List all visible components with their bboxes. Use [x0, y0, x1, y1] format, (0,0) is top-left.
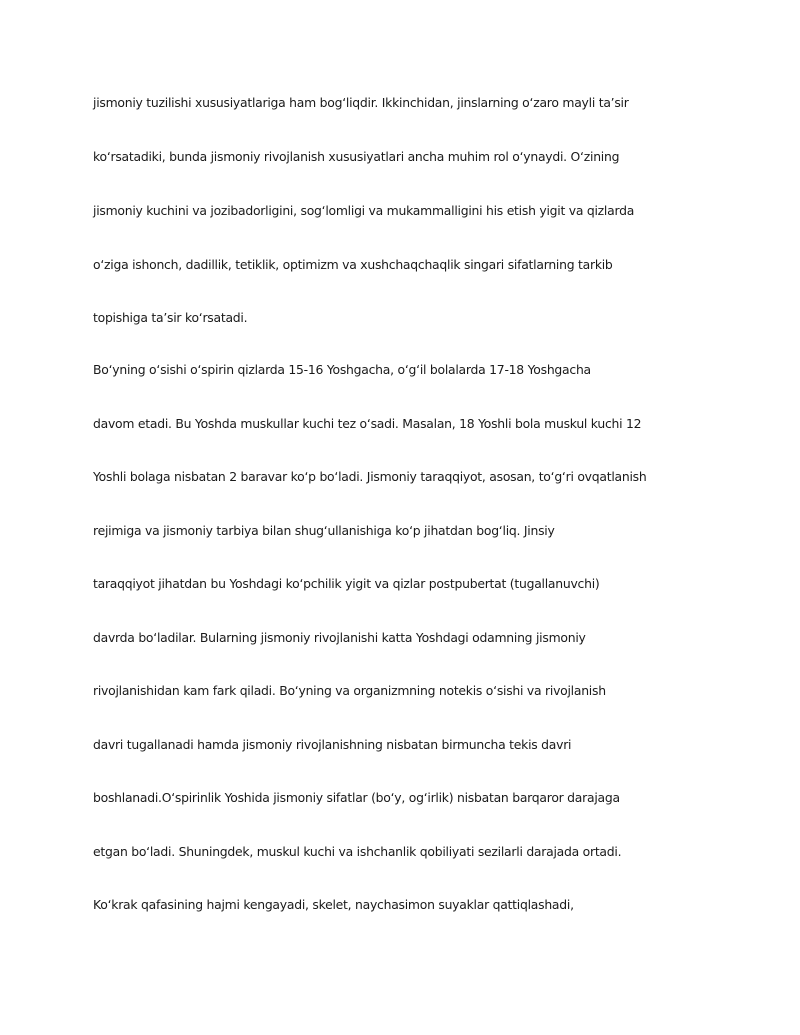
text-line-4: o‘ziga ishonch, dadillik, tetiklik, optimizm va xushchaqchaqlik singari sifatlarning tarkib	[93, 257, 613, 272]
text-line-9: rejimiga va jismoniy tarbiya bilan shug‘ullanishiga ko‘p jihatdan bog‘liq. Jinsiy	[93, 523, 555, 538]
text-line-12: rivojlanishidan kam fark qiladi. Bo‘yning va organizmning notekis o‘sishi va rivojlanish	[93, 683, 606, 698]
text-line-16: Ko‘krak qafasining hajmi kengayadi, skelet, naychasimon suyaklar qattiqlashadi,	[93, 897, 574, 912]
text-line-1: jismoniy tuzilishi xususiyatlariga ham bog‘liqdir. Ikkinchidan, jinslarning o‘zaro mayli ta’sir	[93, 95, 629, 110]
text-line-13: davri tugallanadi hamda jismoniy rivojlanishning nisbatan birmuncha tekis davri	[93, 737, 572, 752]
text-line-10: taraqqiyot jihatdan bu Yoshdagi ko‘pchilik yigit va qizlar postpubertat (tugallanuvchi)	[93, 576, 600, 591]
text-line-3: jismoniy kuchini va jozibadorligini, sog‘lomligi va mukammalligini his etish yigit va qizlarda	[93, 203, 635, 218]
text-line-6: Bo‘yning o‘sishi o‘spirin qizlarda 15-16 Yoshgacha, o‘g‘il bolalarda 17-18 Yoshgacha	[93, 362, 591, 377]
text-line-7: davom etadi. Bu Yoshda muskullar kuchi tez o‘sadi. Masalan, 18 Yoshli bola muskul kuchi 12	[93, 416, 642, 431]
text-line-5: topishiga ta’sir ko‘rsatadi.	[93, 310, 248, 325]
text-line-8: Yoshli bolaga nisbatan 2 baravar ko‘p bo‘ladi. Jismoniy taraqqiyot, asosan, to‘g‘ri ovqatlanish	[93, 469, 647, 484]
text-line-14: boshlanadi.O‘spirinlik Yoshida jismoniy sifatlar (bo‘y, og‘irlik) nisbatan barqaror darajaga	[93, 790, 620, 805]
text-line-2: ko‘rsatadiki, bunda jismoniy rivojlanish xususiyatlari ancha muhim rol o‘ynaydi. O‘zining	[93, 149, 620, 164]
text-line-11: davrda bo‘ladilar. Bularning jismoniy rivojlanishi katta Yoshdagi odamning jismoniy	[93, 630, 586, 645]
text-line-15: etgan bo‘ladi. Shuningdek, muskul kuchi va ishchanlik qobiliyati sezilarli darajada ortadi.	[93, 844, 622, 859]
